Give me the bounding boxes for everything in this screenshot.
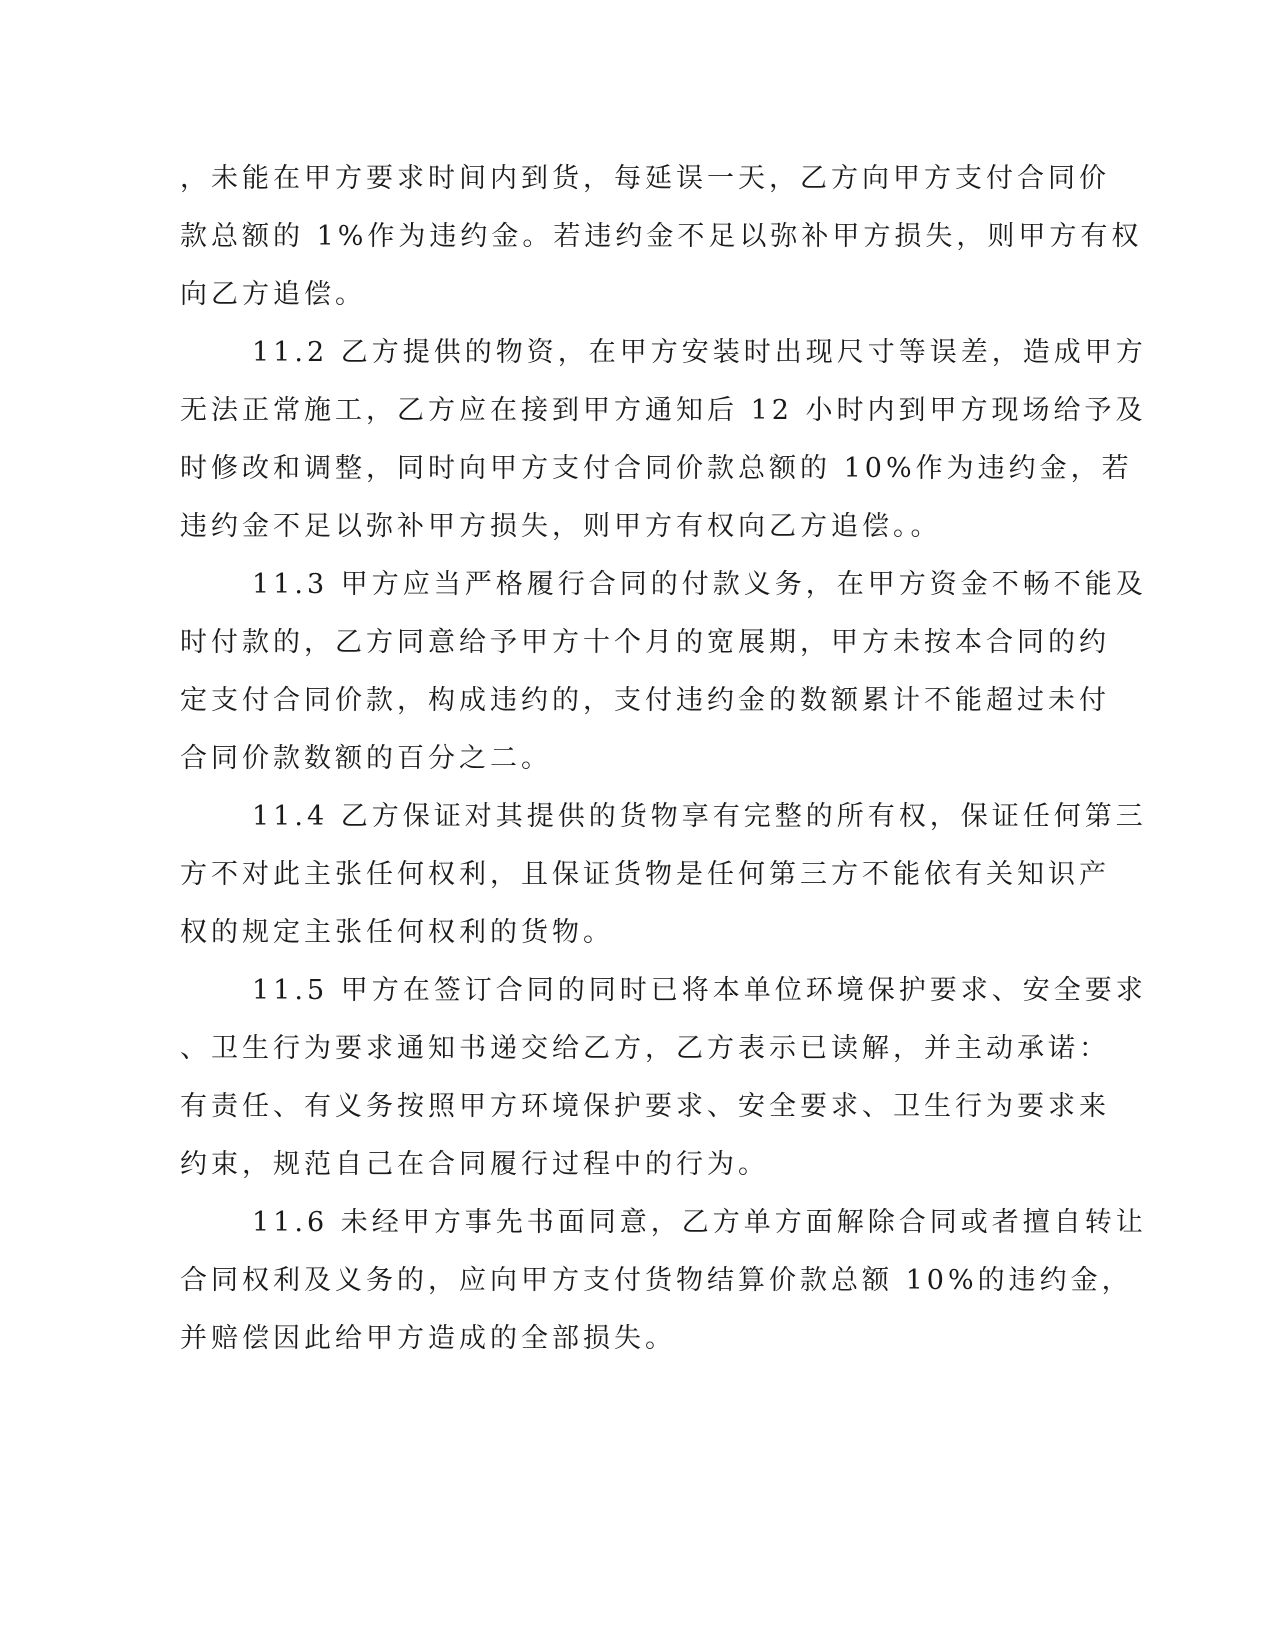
text-line: 11.3 甲方应当严格履行合同的付款义务，在甲方资金不畅不能及 xyxy=(252,569,1147,600)
text-line: 11.2 乙方提供的物资，在甲方安装时出现尺寸等误差，造成甲方 xyxy=(252,337,1147,368)
text-line: 11.5 甲方在签订合同的同时已将本单位环境保护要求、安全要求 xyxy=(252,975,1147,1006)
text-line: 时付款的，乙方同意给予甲方十个月的宽展期，甲方未按本合同的约 xyxy=(180,627,1110,658)
text-line: 约束，规范自己在合同履行过程中的行为。 xyxy=(180,1149,769,1180)
text-line: 权的规定主张任何权利的货物。 xyxy=(180,917,614,948)
paragraph-clause-11-5 xyxy=(180,962,1147,1194)
document-body xyxy=(180,150,1147,1368)
paragraph-clause-11-2 xyxy=(180,324,1147,556)
text-line: 合同权利及义务的，应向甲方支付货物结算价款总额 10%的违约金， xyxy=(180,1265,1133,1296)
text-line: 向乙方追偿。 xyxy=(180,279,366,310)
text-line: 有责任、有义务按照甲方环境保护要求、安全要求、卫生行为要求来 xyxy=(180,1091,1110,1122)
text-line: 并赔偿因此给甲方造成的全部损失。 xyxy=(180,1323,676,1354)
text-line: 款总额的 1%作为违约金。若违约金不足以弥补甲方损失，则甲方有权 xyxy=(180,221,1143,252)
text-line: 、卫生行为要求通知书递交给乙方，乙方表示已读解，并主动承诺： xyxy=(180,1033,1110,1064)
paragraph-continuation xyxy=(180,150,1143,324)
paragraph-clause-11-4 xyxy=(180,788,1147,962)
text-line: 无法正常施工，乙方应在接到甲方通知后 12 小时内到甲方现场给予及 xyxy=(180,395,1147,426)
text-line: ，未能在甲方要求时间内到货，每延误一天，乙方向甲方支付合同价 xyxy=(180,163,1110,194)
paragraph-clause-11-6 xyxy=(180,1194,1147,1368)
text-line: 合同价款数额的百分之二。 xyxy=(180,743,552,774)
text-line: 11.6 未经甲方事先书面同意，乙方单方面解除合同或者擅自转让 xyxy=(252,1207,1147,1238)
paragraph-clause-11-3 xyxy=(180,556,1147,788)
text-line: 时修改和调整，同时向甲方支付合同价款总额的 10%作为违约金，若 xyxy=(180,453,1133,484)
text-line: 违约金不足以弥补甲方损失，则甲方有权向乙方追偿。。 xyxy=(180,511,942,542)
text-line: 定支付合同价款，构成违约的，支付违约金的数额累计不能超过未付 xyxy=(180,685,1110,716)
text-line: 11.4 乙方保证对其提供的货物享有完整的所有权，保证任何第三 xyxy=(252,801,1147,832)
text-line: 方不对此主张任何权利，且保证货物是任何第三方不能依有关知识产 xyxy=(180,859,1110,890)
